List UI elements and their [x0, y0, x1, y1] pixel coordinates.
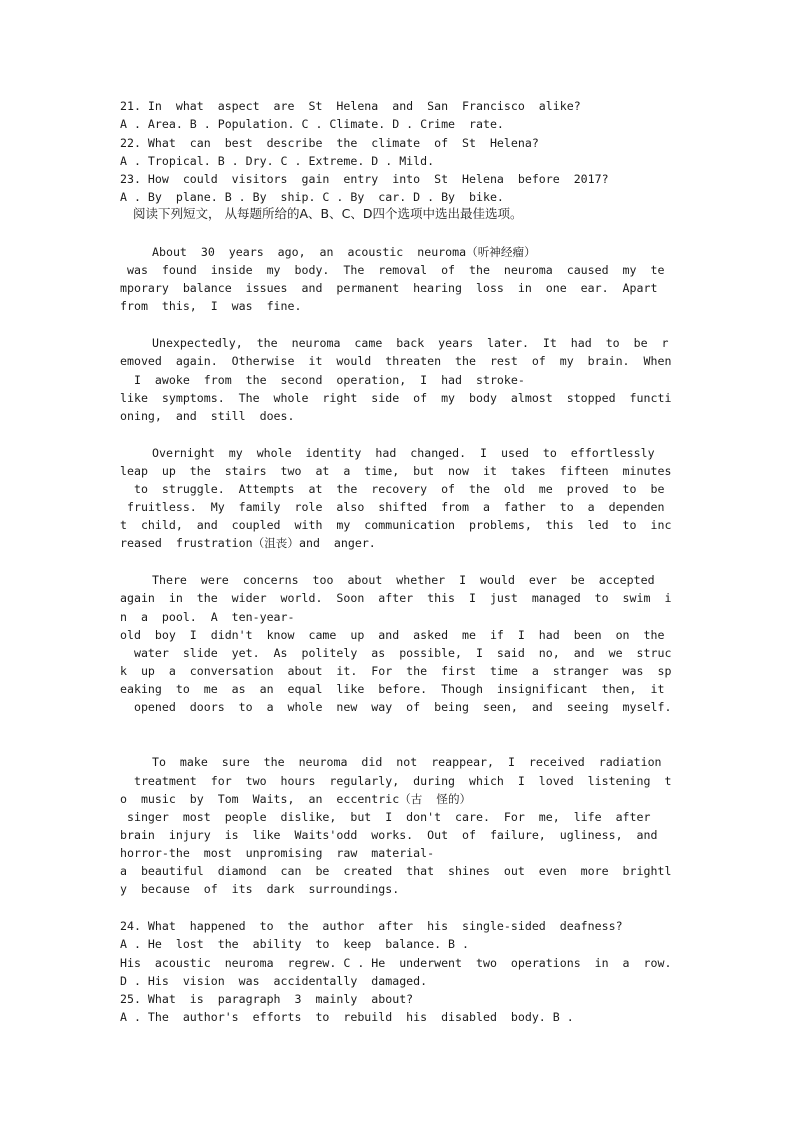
section-instruction: 阅读下列短文， 从每题所给的A、B、C、D四个选项中选出最佳选项。 — [133, 206, 523, 221]
question-22-options: A . Tropical. B . Dry. C . Extreme. D . Mild. — [120, 154, 435, 168]
para4-line: opened doors to a whole new way of being seen, and seeing myself. — [120, 700, 672, 714]
question-24-option-d: D . His vision was accidentally damaged. — [120, 974, 428, 988]
question-25-option-a: A . The author's efforts to rebuild his disabled body. B . — [120, 1010, 574, 1024]
para3-line: leap up the stairs two at a time, but now it takes fifteen minutes — [120, 464, 672, 478]
para1-line: About 30 years ago, an acoustic neuroma（听神经瘤） — [152, 245, 536, 259]
para2-line: like symptoms. The whole right side of my body almost stopped functi — [120, 391, 672, 405]
para3-line: fruitless. My family role also shifted from a father to a dependen — [120, 500, 665, 514]
para5-line: o music by Tom Waits, an eccentric（古 怪的） — [120, 792, 472, 806]
para4-line: n a pool. A ten-year- — [120, 610, 295, 624]
para1-line: from this, I was fine. — [120, 299, 302, 313]
para3-line: reased frustration（沮丧）and anger. — [120, 536, 376, 550]
question-24: 24. What happened to the author after his single-sided deafness? — [120, 919, 623, 933]
para2-line: emoved again. Otherwise it would threaten the rest of my brain. When — [120, 354, 672, 368]
para1-line: was found inside my body. The removal of the neuroma caused my te — [120, 263, 665, 277]
para5-line: brain injury is like Waits'odd works. Out of failure, ugliness, and — [120, 828, 658, 842]
para4-line: k up a conversation about it. For the first time a stranger was sp — [120, 664, 672, 678]
para3-line: to struggle. Attempts at the recovery of the old me proved to be — [120, 482, 665, 496]
question-24-options-bc: His acoustic neuroma regrew. C . He underwent two operations in a row. — [120, 956, 672, 970]
para2-line: I awoke from the second operation, I had stroke- — [120, 373, 525, 387]
para4-line: There were concerns too about whether I would ever be accepted — [152, 573, 655, 587]
question-22: 22. What can best describe the climate of St Helena? — [120, 136, 539, 150]
para4-line: old boy I didn't know came up and asked me if I had been on the — [120, 628, 665, 642]
question-21: 21. In what aspect are St Helena and San Francisco alike? — [120, 99, 581, 113]
question-23-options: A . By plane. B . By ship. C . By car. D . By bike. — [120, 190, 504, 204]
para3-line: Overnight my whole identity had changed. I used to effortlessly — [152, 446, 655, 460]
para4-line: water slide yet. As politely as possible, I said no, and we struc — [120, 646, 672, 660]
question-24-option-a: A . He lost the ability to keep balance. B . — [120, 937, 470, 951]
para5-line: a beautiful diamond can be created that shines out even more brightl — [120, 864, 672, 878]
question-21-options: A . Area. B . Population. C . Climate. D . Crime rate. — [120, 117, 504, 131]
para5-line: horror-the most unpromising raw material- — [120, 846, 435, 860]
question-25: 25. What is paragraph 3 mainly about? — [120, 992, 414, 1006]
para2-line: Unexpectedly, the neuroma came back years later. It had to be r — [152, 336, 669, 350]
para5-line: singer most people dislike, but I don't care. For me, life after — [120, 810, 651, 824]
para2-line: oning, and still does. — [120, 409, 295, 423]
para4-line: eaking to me as an equal like before. Though insignificant then, it — [120, 682, 665, 696]
para1-line: mporary balance issues and permanent hearing loss in one ear. Apart — [120, 281, 658, 295]
question-23: 23. How could visitors gain entry into St Helena before 2017? — [120, 172, 609, 186]
para3-line: t child, and coupled with my communication problems, this led to inc — [120, 518, 672, 532]
para5-line: To make sure the neuroma did not reappear, I received radiation — [152, 755, 662, 769]
para5-line: y because of its dark surroundings. — [120, 882, 400, 896]
para4-line: again in the wider world. Soon after this I just managed to swim i — [120, 591, 672, 605]
para5-line: treatment for two hours regularly, during which I loved listening t — [120, 774, 672, 788]
